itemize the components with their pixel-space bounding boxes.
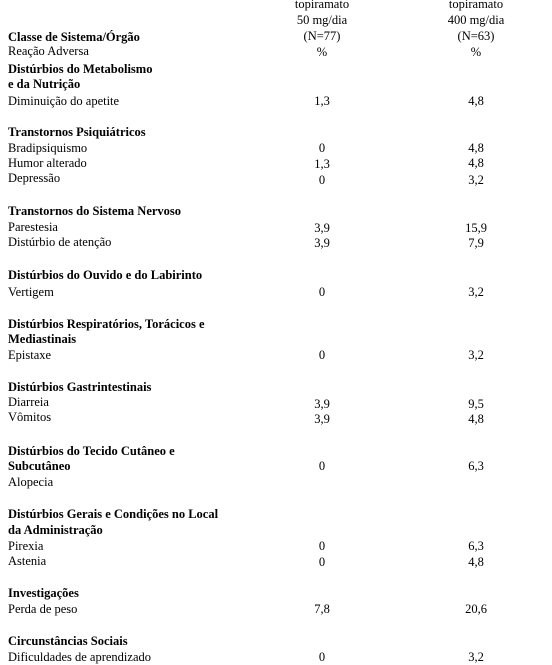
row-label: Alopecia: [8, 475, 54, 489]
section-title: da Administração: [8, 523, 103, 537]
row-label: Distúrbio de atenção: [8, 235, 112, 249]
row-value-arm1: 0: [318, 173, 326, 187]
row-value-arm2: 3,2: [468, 285, 484, 299]
section-title: Transtornos Psiquiátricos: [8, 125, 146, 139]
row-value-arm2: 6,3: [468, 459, 484, 473]
section-title: Distúrbios do Ouvido e do Labirinto: [8, 268, 203, 282]
row-value-arm1: 3,9: [314, 221, 330, 235]
row-value-arm2: 9,5: [468, 397, 484, 411]
column-label-system-class: Classe de Sistema/Órgão: [8, 30, 140, 44]
section-title: Circunstâncias Sociais: [8, 634, 128, 648]
row-value-arm2: 20,6: [465, 602, 487, 616]
row-label: Bradipsiquismo: [8, 141, 88, 155]
row-label: Diminuição do apetite: [8, 94, 120, 108]
section-title: Mediastinais: [8, 332, 77, 346]
row-label: Dificuldades de aprendizado: [8, 650, 151, 664]
row-value-arm1: 0: [318, 459, 326, 473]
row-value-arm2: 4,8: [468, 156, 484, 170]
row-value-arm1: 0: [318, 348, 326, 362]
section-title: Distúrbios Respiratórios, Torácicos e: [8, 317, 205, 331]
arm1-n: (N=77): [303, 29, 341, 43]
row-value-arm1: 7,8: [314, 602, 330, 616]
row-value-arm1: 0: [318, 285, 326, 299]
row-value-arm1: 1,3: [314, 94, 330, 108]
arm2-n: (N=63): [457, 29, 495, 43]
row-value-arm1: 0: [318, 539, 326, 553]
row-value-arm2: 4,8: [468, 412, 484, 426]
section-title: Investigações: [8, 586, 79, 600]
row-label: Depressão: [8, 171, 61, 185]
row-value-arm2: 4,8: [468, 141, 484, 155]
row-label: Astenia: [8, 554, 47, 568]
section-title: Distúrbios Gastrintestinais: [8, 380, 152, 394]
section-title: Distúrbios Gerais e Condições no Local: [8, 507, 219, 521]
row-label: Parestesia: [8, 220, 58, 234]
arm2-dose: 400 mg/dia: [447, 13, 505, 27]
section-title: Distúrbios do Metabolismo: [8, 62, 153, 76]
row-value-arm1: 0: [318, 650, 326, 664]
row-value-arm2: 6,3: [468, 539, 484, 553]
arm1-unit: %: [316, 45, 328, 59]
column-label-reaction: Reação Adversa: [8, 44, 89, 58]
row-value-arm2: 3,2: [468, 173, 484, 187]
row-value-arm2: 4,8: [468, 555, 484, 569]
section-title: Distúrbios do Tecido Cutâneo e: [8, 444, 175, 458]
arm1-dose: 50 mg/dia: [296, 13, 348, 27]
arm2-drug: topiramato: [448, 0, 504, 11]
section-title: Transtornos do Sistema Nervoso: [8, 204, 182, 218]
row-value-arm1: 0: [318, 555, 326, 569]
row-label: Diarreia: [8, 395, 49, 409]
row-value-arm1: 3,9: [314, 412, 330, 426]
row-value-arm1: 3,9: [314, 397, 330, 411]
row-value-arm2: 7,9: [468, 236, 484, 250]
row-value-arm2: 3,2: [468, 650, 484, 664]
section-title: e da Nutrição: [8, 77, 81, 91]
row-value-arm2: 4,8: [468, 94, 484, 108]
row-label: Perda de peso: [8, 602, 78, 616]
row-label: Pirexia: [8, 539, 44, 553]
row-label: Epistaxe: [8, 348, 52, 362]
row-label: Vertigem: [8, 285, 54, 299]
row-label: Humor alterado: [8, 156, 87, 170]
arm2-unit: %: [470, 45, 482, 59]
arm1-drug: topiramato: [294, 0, 350, 11]
row-value-arm2: 3,2: [468, 348, 484, 362]
section-title: Subcutâneo: [8, 459, 71, 473]
row-value-arm1: 1,3: [314, 157, 330, 171]
row-value-arm1: 0: [318, 141, 326, 155]
row-value-arm2: 15,9: [465, 221, 487, 235]
row-value-arm1: 3,9: [314, 236, 330, 250]
row-label: Vômitos: [8, 410, 52, 424]
